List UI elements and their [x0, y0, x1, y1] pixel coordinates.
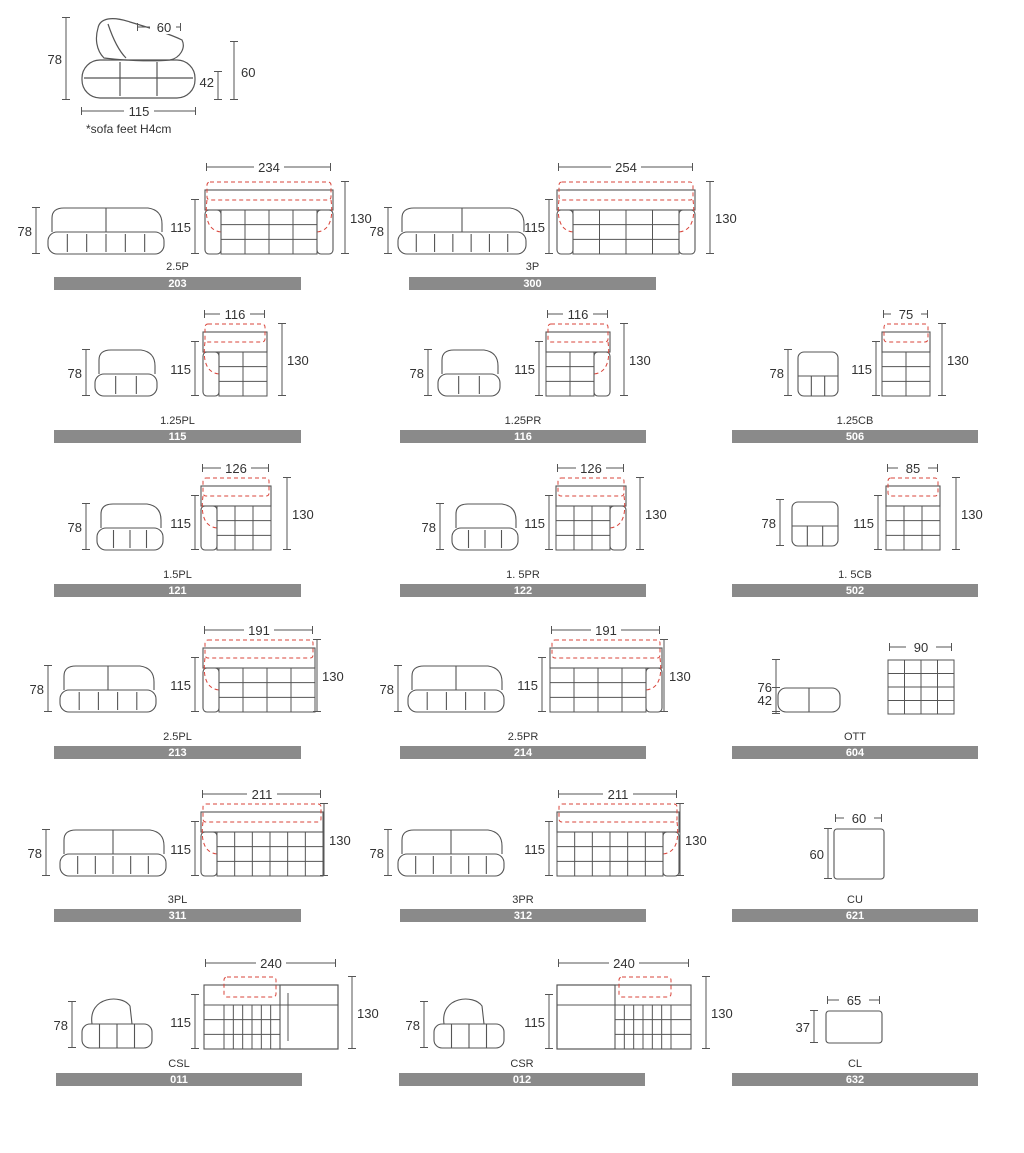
- height-2-5pl: 78: [29, 682, 44, 697]
- plan-view-csl-seat: [224, 1005, 280, 1049]
- plan-view-1-5pr: [556, 478, 626, 550]
- inner-depth-2-5pl: 115: [170, 678, 191, 693]
- module-label-1-5cb: 1. 5CB: [838, 569, 872, 581]
- module-number-1-25pl: 115: [168, 431, 187, 443]
- module-3pr: [370, 786, 707, 922]
- plan-view-3p: [557, 182, 695, 254]
- plan-view-2-5p-seat: [221, 210, 317, 254]
- module-number-1-25pr: 116: [514, 431, 532, 443]
- sofa-feet-note: *sofa feet H4cm: [86, 122, 172, 136]
- height-ott: 42: [757, 693, 772, 708]
- plan-view-2-5p: [205, 182, 333, 254]
- depth-cl: 37: [795, 1020, 810, 1035]
- module-label-1-25pl: 1.25PL: [160, 415, 195, 427]
- module-1-5cb: [732, 460, 983, 597]
- height-csr: 78: [405, 1018, 420, 1033]
- height-1-25pl: 78: [67, 366, 82, 381]
- module-cl: [732, 992, 978, 1086]
- plan-view-1-5pl-seat-frame: [217, 506, 271, 550]
- depth-1-5pl: 130: [292, 507, 314, 522]
- side-view-csl: [82, 999, 152, 1048]
- plan-view-ott-grid: [888, 660, 954, 714]
- width-csl: 240: [260, 956, 282, 971]
- module-ott: [732, 639, 978, 759]
- module-label-cu: CU: [847, 894, 863, 906]
- plan-view-1-25cb-seat: [882, 352, 930, 396]
- depth-2-5pl: 130: [322, 669, 344, 684]
- plan-view-csl-corner: [280, 985, 338, 1049]
- module-number-2-5p: 203: [168, 278, 187, 290]
- width-ott: 90: [913, 640, 929, 655]
- module-number-2-5pr: 214: [513, 747, 533, 759]
- side-view-3p-back: [402, 208, 524, 232]
- plan-view-1-5pr-headrest-right: [610, 496, 625, 528]
- side-view-2-5pr-back: [412, 666, 502, 690]
- height-1-25pr: 78: [409, 366, 424, 381]
- plan-view-cl-rect: [826, 1011, 882, 1043]
- plan-view-1-5pl-headrest-left: [202, 496, 217, 528]
- depth-1-25pl: 130: [287, 353, 309, 368]
- module-1-25pl: [54, 306, 309, 443]
- inner-depth-1-25pl: 115: [170, 362, 191, 377]
- side-view-3p-seat: [398, 232, 526, 254]
- height-1-25cb: 78: [769, 366, 784, 381]
- plan-view-1-5pr-headrest: [558, 478, 624, 496]
- width-3p: 254: [615, 160, 637, 175]
- depth-2-5pr: 130: [669, 669, 691, 684]
- side-view-2-5p-back: [52, 208, 162, 232]
- plan-view-3pr: [557, 804, 679, 876]
- side-view-3pr-back: [402, 830, 502, 854]
- plan-view-1-5pl: [201, 478, 271, 550]
- module-number-3p: 300: [523, 278, 542, 290]
- height-csl: 78: [53, 1018, 68, 1033]
- inner-depth-1-25pr: 115: [514, 362, 535, 377]
- plan-view-1-5pl-seat: [217, 506, 271, 550]
- side-view-3pl: [60, 830, 166, 876]
- height-3pl: 78: [27, 846, 42, 861]
- depth-3pr: 130: [685, 833, 707, 848]
- module-label-ott: OTT: [844, 731, 866, 743]
- module-number-3pl: 311: [168, 910, 187, 922]
- plan-view-1-5cb-seat-frame: [886, 506, 940, 550]
- depth-2-5p: 130: [350, 211, 372, 226]
- inner-depth-csl: 115: [170, 1015, 191, 1030]
- side-view-2-5pr-seat: [408, 690, 504, 712]
- hero-depth: 115: [128, 104, 150, 119]
- plan-view-csr-seat: [615, 1005, 671, 1049]
- plan-view-2-5p-headrest-right: [317, 200, 332, 232]
- plan-view-csl-headrest: [224, 977, 276, 997]
- plan-view-csr-headrest: [619, 977, 671, 997]
- module-1-5pl: [54, 460, 314, 597]
- module-number-3pr: 312: [513, 910, 533, 922]
- plan-view-1-25cb-headrest: [884, 324, 928, 342]
- module-label-csr: CSR: [510, 1058, 534, 1070]
- inner-depth-1-5pl: 115: [170, 516, 191, 531]
- side-view-3pr: [398, 830, 504, 876]
- plan-view-2-5pl-seat: [219, 668, 315, 712]
- height-3p: 78: [369, 224, 384, 239]
- plan-view-1-5pr-seat-frame: [556, 506, 610, 550]
- plan-view-1-5cb-headrest: [888, 478, 938, 496]
- module-1-5pr: [400, 460, 667, 597]
- inner-depth-3p: 115: [524, 220, 545, 235]
- hero-back-width: 60: [156, 20, 172, 35]
- plan-view-3pr-seat: [557, 832, 663, 876]
- height-1-5pl: 78: [67, 520, 82, 535]
- side-view-csl-back: [92, 999, 132, 1024]
- module-3p: [370, 159, 737, 290]
- width-csr: 240: [613, 956, 635, 971]
- plan-view-2-5pl: [203, 640, 315, 712]
- module-csr: [399, 955, 733, 1086]
- side-view-2-5pl: [60, 666, 156, 712]
- plan-view-3pr-headrest: [559, 804, 677, 822]
- depth-1-5pr: 130: [645, 507, 667, 522]
- plan-view-1-25pl-headrest: [205, 324, 265, 342]
- module-1-25pr: [400, 306, 651, 443]
- plan-view-3pl-headrest-left: [202, 822, 217, 854]
- width-2-5p: 234: [258, 160, 280, 175]
- module-number-cu: 621: [845, 910, 865, 922]
- plan-view-csr: [557, 977, 691, 1049]
- width-1-25pr: 116: [567, 307, 589, 322]
- module-label-1-5pr: 1. 5PR: [506, 569, 540, 581]
- plan-view-3p-headrest-left: [558, 200, 573, 232]
- module-label-3pr: 3PR: [512, 894, 534, 906]
- plan-view-3p-headrest: [559, 182, 693, 200]
- width-1-25cb: 75: [898, 307, 914, 322]
- plan-view-2-5p-headrest-left: [206, 200, 221, 232]
- inner-depth-3pr: 115: [524, 842, 545, 857]
- width-2-5pr: 191: [595, 623, 617, 638]
- hero-arm-height: 60: [241, 65, 256, 80]
- height-2-5pr: 78: [379, 682, 394, 697]
- module-label-3p: 3P: [525, 261, 540, 273]
- plan-view-3pl-headrest: [203, 804, 321, 822]
- module-label-3pl: 3PL: [167, 894, 188, 906]
- plan-view-csl: [204, 977, 338, 1049]
- plan-view-ott: [888, 660, 954, 714]
- width-1-5cb: 85: [905, 461, 921, 476]
- width-2-5pl: 191: [248, 623, 270, 638]
- width-1-5pr: 126: [580, 461, 602, 476]
- modules-layer: [18, 159, 983, 1086]
- hero-seat-height: 42: [199, 75, 214, 90]
- module-number-2-5pl: 213: [168, 747, 187, 759]
- inner-depth-1-5cb: 115: [853, 516, 874, 531]
- plan-view-1-5pr-seat: [556, 506, 610, 550]
- plan-view-2-5pr: [550, 640, 662, 712]
- side-view-2-5pl-back: [64, 666, 154, 690]
- depth-1-25cb: 130: [947, 353, 969, 368]
- plan-view-2-5pl-headrest: [205, 640, 313, 658]
- plan-view-3p-seat: [573, 210, 679, 254]
- inner-depth-3pl: 115: [170, 842, 191, 857]
- inner-depth-1-25cb: 115: [851, 362, 872, 377]
- plan-view-cl: [826, 1011, 882, 1043]
- plan-view-1-5pl-headrest: [203, 478, 269, 496]
- plan-view-csr-right-col-frame: [671, 1005, 691, 1049]
- plan-view-1-25pl: [203, 324, 267, 396]
- plan-view-1-25pl-seat: [219, 352, 267, 396]
- height-1-5cb: 78: [761, 516, 776, 531]
- side-view-2-5p: [48, 208, 164, 254]
- depth-cu: 60: [809, 847, 824, 862]
- side-view-1-25pr: [438, 350, 500, 396]
- plan-view-2-5pr-headrest: [552, 640, 660, 658]
- module-label-1-5pl: 1.5PL: [163, 569, 192, 581]
- plan-view-2-5pl-headrest-left: [204, 658, 219, 690]
- side-view-1-5pr-back: [456, 504, 516, 528]
- width-cl: 65: [846, 993, 862, 1008]
- inner-depth-1-5pr: 115: [524, 516, 545, 531]
- module-number-ott: 604: [845, 747, 865, 759]
- module-label-2-5pl: 2.5PL: [163, 731, 192, 743]
- plan-view-1-25pl-headrest-left: [204, 342, 219, 374]
- module-label-1-25pr: 1.25PR: [504, 415, 542, 427]
- hero-height: 78: [47, 52, 62, 67]
- plan-view-1-25pr-seat: [546, 352, 594, 396]
- side-view-2-5pr: [408, 666, 504, 712]
- module-number-csr: 012: [512, 1074, 532, 1086]
- height-1-5pr: 78: [421, 520, 436, 535]
- module-label-1-25cb: 1.25CB: [836, 415, 874, 427]
- depth-3pl: 130: [329, 833, 351, 848]
- plan-view-3pl: [201, 804, 323, 876]
- plan-view-1-25pr-headrest: [548, 324, 608, 342]
- width-1-5pl: 126: [225, 461, 247, 476]
- side-view-1-25pl: [95, 350, 157, 396]
- side-view-csr: [434, 999, 504, 1048]
- depth-csr: 130: [711, 1006, 733, 1021]
- plan-view-csl-left-col: [204, 1005, 224, 1049]
- depth-3p: 130: [715, 211, 737, 226]
- side-view-1-5cb: [792, 502, 838, 546]
- inner-depth-2-5pr: 115: [517, 678, 538, 693]
- inner-depth-2-5p: 115: [170, 220, 191, 235]
- side-view-1-25cb: [798, 352, 838, 396]
- module-label-2-5pr: 2.5PR: [507, 731, 539, 743]
- side-view-1-25cb-body: [798, 352, 838, 396]
- depth-ott: 76: [757, 680, 772, 695]
- plan-view-3p-headrest-right: [679, 200, 694, 232]
- side-view-3p: [398, 208, 526, 254]
- side-view-ott: [778, 688, 840, 712]
- module-number-1-5pr: 122: [513, 585, 533, 597]
- plan-view-cu: [834, 829, 884, 879]
- plan-view-cu-rect: [834, 829, 884, 879]
- side-view-1-5pl-back: [101, 504, 161, 528]
- height-3pr: 78: [369, 846, 384, 861]
- side-view-2-5pl-seat: [60, 690, 156, 712]
- depth-1-25pr: 130: [629, 353, 651, 368]
- side-view-1-25pl-seat: [95, 374, 157, 396]
- module-label-cl: CL: [847, 1058, 863, 1070]
- plan-view-1-5cb-seat: [886, 506, 940, 550]
- module-number-1-25cb: 506: [845, 431, 865, 443]
- module-cu: [732, 810, 978, 922]
- plan-view-2-5pr-headrest-right: [646, 658, 661, 690]
- module-label-2-5p: 2.5P: [166, 261, 189, 273]
- plan-view-csl-left-col-frame: [204, 1005, 224, 1049]
- module-label-csl: CSL: [168, 1058, 190, 1070]
- module-number-1-5cb: 502: [845, 585, 865, 597]
- plan-view-1-5cb: [886, 478, 940, 550]
- module-number-cl: 632: [845, 1074, 865, 1086]
- depth-csl: 130: [357, 1006, 379, 1021]
- side-view-1-25pr-seat: [438, 374, 500, 396]
- plan-view-2-5p-headrest: [207, 182, 331, 200]
- side-view-csr-back: [444, 999, 484, 1024]
- plan-view-csr-right-col: [671, 1005, 691, 1049]
- width-3pl: 211: [251, 787, 273, 802]
- plan-view-3pr-headrest-right: [663, 822, 678, 854]
- side-view-1-25pl-back: [99, 350, 155, 374]
- side-view-1-5pr: [452, 504, 518, 550]
- plan-view-2-5pr-seat: [550, 668, 646, 712]
- plan-view-3pl-seat: [217, 832, 323, 876]
- width-cu: 60: [851, 811, 867, 826]
- side-view-1-5pl: [97, 504, 163, 550]
- module-2-5p: [18, 159, 372, 290]
- module-1-25cb: [732, 306, 978, 443]
- height-2-5p: 78: [17, 224, 32, 239]
- module-number-csl: 011: [170, 1074, 188, 1086]
- inner-depth-csr: 115: [524, 1015, 545, 1030]
- module-2-5pl: [30, 622, 344, 759]
- plan-view-1-25pr: [546, 324, 610, 396]
- module-number-1-5pl: 121: [168, 585, 187, 597]
- side-view-1-25pr-back: [442, 350, 498, 374]
- width-3pr: 211: [607, 787, 629, 802]
- module-csl: [54, 955, 379, 1086]
- plan-view-1-25pr-headrest-right: [594, 342, 609, 374]
- side-view-3pl-back: [64, 830, 164, 854]
- plan-view-1-25cb: [882, 324, 930, 396]
- side-view-1-5cb-body: [792, 502, 838, 546]
- module-3pl: [28, 786, 351, 922]
- hero-side-profile: [82, 19, 195, 98]
- width-1-25pl: 116: [224, 307, 246, 322]
- plan-view-csr-corner: [557, 985, 615, 1049]
- module-2-5pr: [380, 622, 691, 759]
- depth-1-5cb: 130: [961, 507, 983, 522]
